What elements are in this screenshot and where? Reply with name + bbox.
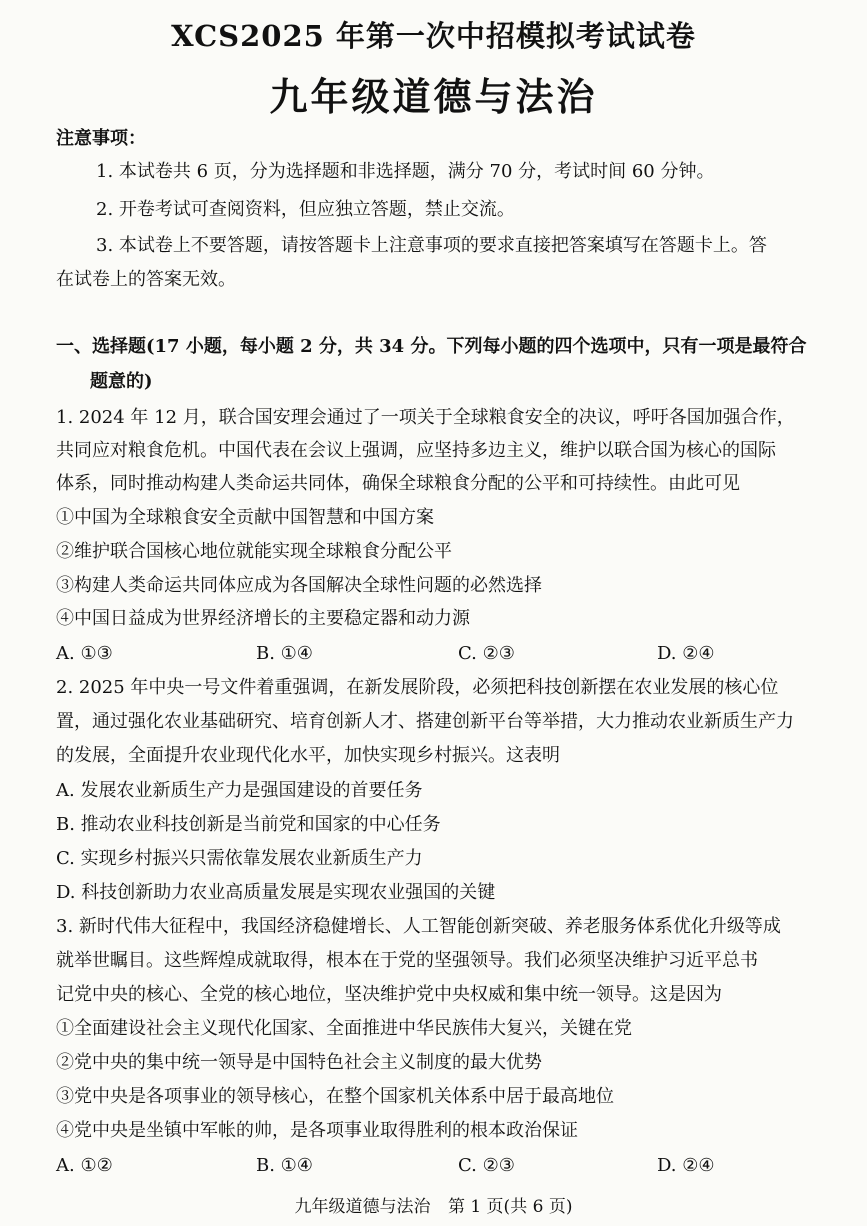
q3-option-c: C. ②③ (458, 1155, 515, 1176)
q1-stem-line-3: 体系，同时推动构建人类命运共同体，确保全球粮食分配的公平和可持续性。由此可见 (56, 473, 740, 494)
q3-option-b: B. ①④ (256, 1155, 313, 1176)
exam-title: XCS2025 年第一次中招模拟考试试卷 (171, 19, 696, 53)
q2-stem-line-1: 2. 2025 年中央一号文件着重强调，在新发展阶段，必须把科技创新摆在农业发展的核心位 (56, 677, 779, 698)
q1-statement-1: ①中国为全球粮食安全贡献中国智慧和中国方案 (56, 507, 434, 528)
q3-statement-2: ②党中央的集中统一领导是中国特色社会主义制度的最大优势 (56, 1052, 542, 1073)
notes-item-2: 2. 开卷考试可查阅资料，但应独立答题，禁止交流。 (96, 199, 515, 220)
notes-heading: 注意事项： (56, 128, 146, 149)
q3-statement-1: ①全面建设社会主义现代化国家、全面推进中华民族伟大复兴，关键在党 (56, 1018, 632, 1039)
footer-page-number: 第 1 页(共 6 页) (447, 1197, 573, 1217)
q3-statement-4: ④党中央是坐镇中军帐的帅，是各项事业取得胜利的根本政治保证 (56, 1120, 578, 1141)
subject-title: 九年级道德与法治 (269, 74, 598, 119)
notes-item-1: 1. 本试卷共 6 页，分为选择题和非选择题，满分 70 分，考试时间 60 分钟。 (96, 161, 715, 182)
q3-option-a: A. ①② (56, 1155, 113, 1176)
q2-stem-line-2: 置，通过强化农业基础研究、培育创新人才、搭建创新平台等举措，大力推动农业新质生产力 (56, 711, 794, 732)
page-footer (0, 1192, 867, 1217)
footer-subject: 九年级道德与法治 (294, 1197, 431, 1217)
q1-option-d: D. ②④ (657, 643, 715, 664)
q1-stem-line-2: 共同应对粮食危机。中国代表在会议上强调，应坚持多边主义，维护以联合国为核心的国际 (56, 440, 776, 461)
q1-option-c: C. ②③ (458, 643, 515, 664)
q1-option-b: B. ①④ (256, 643, 313, 664)
q1-option-a: A. ①③ (56, 643, 113, 664)
notes-item-3-line-1: 3. 本试卷上不要答题，请按答题卡上注意事项的要求直接把答案填写在答题卡上。答 (96, 235, 767, 256)
q3-statement-3: ③党中央是各项事业的领导核心，在整个国家机关体系中居于最高地位 (56, 1086, 614, 1107)
section-heading-line-2: 题意的) (90, 371, 153, 392)
q2-option-b: B. 推动农业科技创新是当前党和国家的中心任务 (56, 814, 441, 835)
q1-statement-2: ②维护联合国核心地位就能实现全球粮食分配公平 (56, 541, 452, 562)
q2-option-a: A. 发展农业新质生产力是强国建设的首要任务 (56, 780, 423, 801)
q3-stem-line-3: 记党中央的核心、全党的核心地位，坚决维护党中央权威和集中统一领导。这是因为 (56, 984, 722, 1005)
q1-statement-3: ③构建人类命运共同体应成为各国解决全球性问题的必然选择 (56, 575, 542, 596)
q3-stem-line-1: 3. 新时代伟大征程中，我国经济稳健增长、人工智能创新突破、养老服务体系优化升级等成 (56, 916, 781, 937)
section-heading-line-1: 一、选择题(17 小题，每小题 2 分，共 34 分。下列每小题的四个选项中，只有一项是最符合 (56, 336, 807, 357)
q3-option-d: D. ②④ (657, 1155, 715, 1176)
q2-option-c: C. 实现乡村振兴只需依靠发展农业新质生产力 (56, 848, 423, 869)
q2-stem-line-3: 的发展，全面提升农业现代化水平，加快实现乡村振兴。这表明 (56, 745, 560, 766)
q1-statement-4: ④中国日益成为世界经济增长的主要稳定器和动力源 (56, 608, 470, 629)
q2-option-d: D. 科技创新助力农业高质量发展是实现农业强国的关键 (56, 882, 496, 903)
q3-stem-line-2: 就举世瞩目。这些辉煌成就取得，根本在于党的坚强领导。我们必须坚决维护习近平总书 (56, 950, 758, 971)
q1-stem-line-1: 1. 2024 年 12 月，联合国安理会通过了一项关于全球粮食安全的决议，呼吁各国加强合作， (56, 407, 795, 428)
notes-item-3-line-2: 在试卷上的答案无效。 (56, 269, 236, 290)
